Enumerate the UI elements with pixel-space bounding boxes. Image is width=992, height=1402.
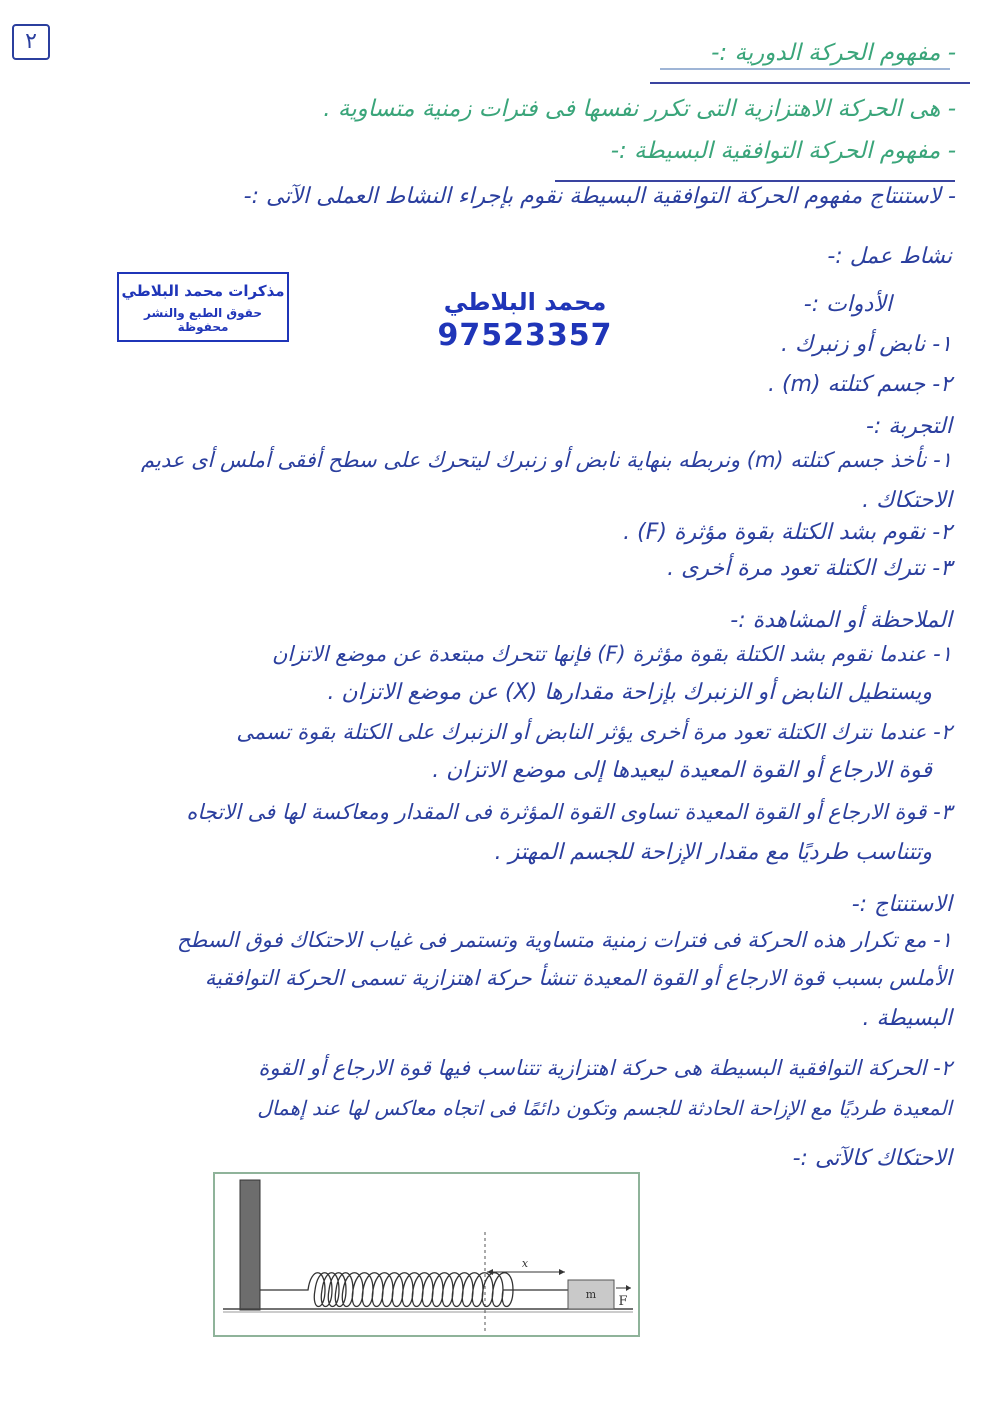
conclusion-1-end: البسيطة .: [862, 1006, 952, 1031]
activity-heading: نشاط عمل :-: [827, 244, 952, 269]
observation-2-cont: قوة الارجاع أو القوة المعيدة ليعيدها إلى موضع الاتزان .: [432, 758, 932, 783]
conclusion-heading: الاستنتاج :-: [851, 892, 952, 917]
tool-2: ٢- جسم كتلته (m) .: [767, 372, 952, 397]
heading-periodic-motion: - مفهوم الحركة الدورية :-: [711, 40, 956, 66]
mass-label: m: [585, 1288, 597, 1301]
conclusion-2-cont: المعيدة طرديًا مع الإزاحة الحادثة للجسم وتكون دائمًا فى اتجاه معاكس لها عند إهمال: [257, 1096, 952, 1120]
displacement-label: x: [521, 1257, 529, 1270]
conclusion-2: ٢- الحركة التوافقية البسيطة هى حركة اهتزازية تتناسب فيها قوة الارجاع أو القوة: [258, 1056, 952, 1080]
tools-heading: الأدوات :-: [803, 292, 892, 317]
observation-3: ٣- قوة الارجاع أو القوة المعيدة تساوى القوة المؤثرة فى المقدار ومعاكسة لها فى الاتجاه: [186, 800, 952, 824]
author-phone: 97523357: [437, 318, 613, 353]
spring-mass-figure: [213, 1172, 640, 1337]
observation-3-cont: وتتناسب طرديًا مع مقدار الإزاحة للجسم المهتز .: [494, 840, 932, 865]
tool-1: ١- نابض أو زنبرك .: [780, 332, 952, 357]
experiment-step-3: ٣- نترك الكتلة تعود مرة أخرى .: [667, 556, 952, 581]
heading-simple-harmonic-motion: - مفهوم الحركة التوافقية البسيطة :-: [610, 138, 956, 164]
copyright-stamp: [117, 272, 289, 342]
observation-1-cont: ويستطيل النابض أو الزنبرك بإزاحة مقدارها (X) عن موضع الاتزان .: [327, 680, 932, 705]
separator-rule-1: [650, 82, 970, 84]
conclusion-2-end: الاحتكاك كالآتى :-: [792, 1146, 952, 1171]
force-label: F: [618, 1294, 628, 1309]
underline-1: [660, 68, 950, 70]
separator-rule-2: [555, 180, 955, 182]
experiment-step-1-cont: الاحتكاك .: [862, 488, 952, 513]
observation-2: ٢- عندما نترك الكتلة تعود مرة أخرى يؤثر النابض أو الزنبرك على الكتلة بقوة تسمى: [236, 720, 952, 744]
stamp-rights: حقوق الطبع والنشر محفوظة: [144, 306, 262, 334]
experiment-heading: التجربة :-: [865, 414, 952, 439]
experiment-step-2: ٢- نقوم بشد الكتلة بقوة مؤثرة (F) .: [623, 520, 952, 545]
author-block: [420, 288, 630, 353]
definition-periodic-motion: - هى الحركة الاهتزازية التى تكرر نفسها فى فترات زمنية متساوية .: [323, 96, 956, 122]
wall: [240, 1180, 260, 1310]
page-number: ٢: [12, 24, 50, 60]
experiment-step-1: ١- نأخذ جسم كتلته (m) ونربطه بنهاية نابض أو زنبرك ليتحرك على سطح أفقى أملس أى عديم: [141, 448, 952, 472]
conclusion-1-cont: الأملس بسبب قوة الارجاع أو القوة المعيدة تنشأ حركة اهتزازية تسمى الحركة التوافقية: [204, 966, 952, 990]
conclusion-1: ١- مع تكرار هذه الحركة فى فترات زمنية متساوية وتستمر فى غياب الاحتكاك فوق السطح: [176, 928, 952, 952]
intro-line: - لاستنتاج مفهوم الحركة التوافقية البسيطة نقوم بإجراء النشاط العملى الآتى :-: [243, 184, 956, 209]
author-name: محمد البلاطي: [443, 288, 607, 316]
observation-1: ١- عندما نقوم بشد الكتلة بقوة مؤثرة (F) فإنها تتحرك مبتعدة عن موضع الاتزان: [272, 642, 952, 666]
stamp-title: مذكرات محمد البلاطي: [121, 282, 285, 300]
observation-heading: الملاحظة أو المشاهدة :-: [730, 608, 952, 633]
